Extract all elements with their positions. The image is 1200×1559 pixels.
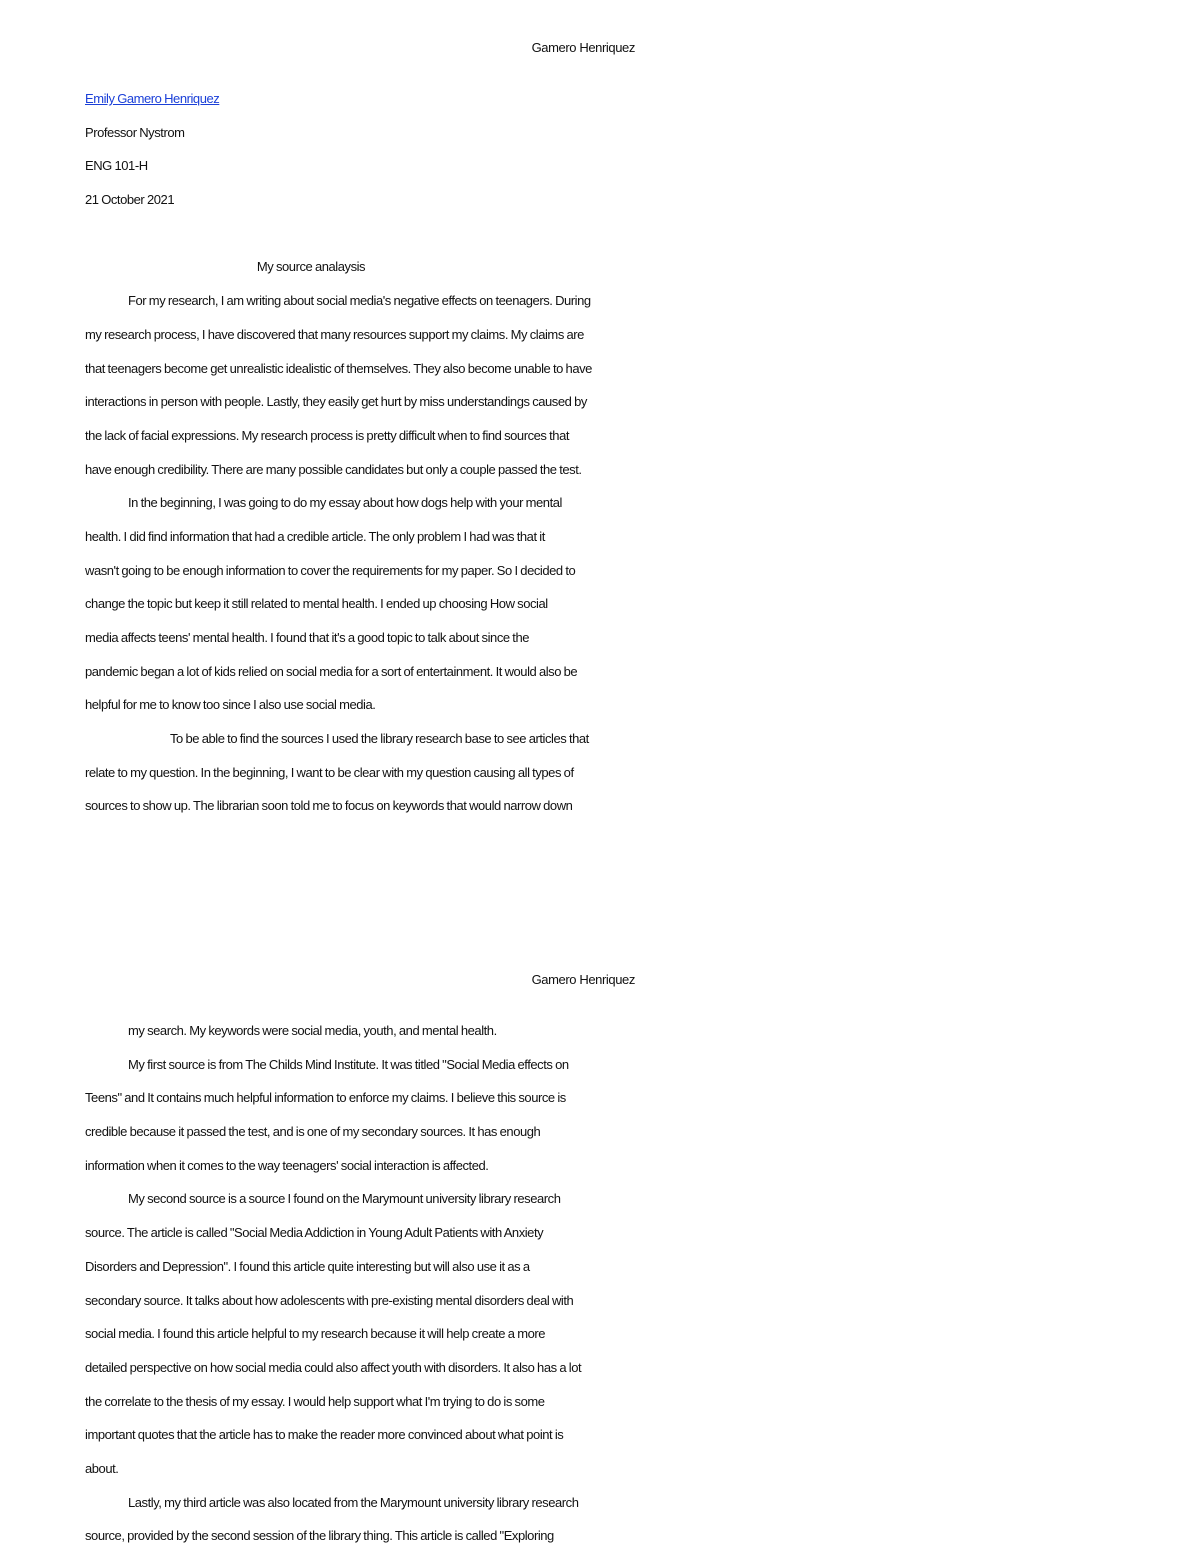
- paragraph-line: health. I did find information that had a credible article. The only problem I had was that it: [85, 528, 545, 544]
- paragraph-line: Teens" and It contains much helpful information to enforce my claims. I believe this source is: [85, 1090, 566, 1106]
- paragraph-line: social media. I found this article helpful to my research because it will help create a more: [85, 1326, 546, 1342]
- professor-line: Professor Nystrom: [85, 124, 185, 140]
- paragraph-line: have enough credibility. There are many possible candidates but only a couple passed the test.: [85, 461, 582, 477]
- paragraph-line: secondary source. It talks about how adolescents with pre-existing mental disorders deal with: [85, 1292, 574, 1308]
- page-1-body: [85, 88, 637, 829]
- running-head: Gamero Henriquez: [531, 40, 635, 55]
- paragraph-line: credible because it passed the test, and is one of my secondary sources. It has enough: [85, 1124, 541, 1140]
- paragraph-line: source. The article is called "Social Media Addiction in Young Adult Patients with Anxiety: [85, 1225, 544, 1241]
- paragraph-line: In the beginning, I was going to do my essay about how dogs help with your mental: [128, 495, 562, 511]
- blank-line: [85, 223, 637, 257]
- student-name-line: [85, 88, 637, 122]
- page-2-body: [85, 1020, 637, 1559]
- paragraph-line: My second source is a source I found on the Marymount university library research: [128, 1191, 561, 1207]
- paragraph-line: source, provided by the second session of the library thing. This article is called "Exploring: [85, 1528, 554, 1544]
- student-name-link[interactable]: Emily Gamero Henriquez: [85, 91, 220, 106]
- paragraph-line: media affects teens' mental health. I found that it's a good topic to talk about since the: [85, 630, 530, 645]
- paragraph-line: Disorders and Depression". I found this article quite interesting but will also use it as a: [85, 1258, 530, 1274]
- paragraph-line: important quotes that the article has to make the reader more convinced about what point is: [85, 1427, 564, 1443]
- paragraph-line: that teenagers become get unrealistic idealistic of themselves. They also become unable to have: [85, 360, 592, 376]
- paragraph-line: detailed perspective on how social media could also affect youth with disorders. It also has a lot: [85, 1359, 582, 1375]
- date-line: 21 October 2021: [85, 192, 175, 208]
- essay-title: My source analaysis: [256, 259, 366, 275]
- paragraph-line: relate to my question. In the beginning, I want to be clear with my question causing all types of: [85, 764, 574, 780]
- paragraph-line: Lastly, my third article was also located from the Marymount university library research: [128, 1494, 579, 1510]
- paragraph-line: For my research, I am writing about social media's negative effects on teenagers. During: [128, 293, 591, 309]
- paragraph-line: about.: [85, 1460, 119, 1476]
- running-head: Gamero Henriquez: [531, 972, 635, 987]
- paragraph-line: sources to show up. The librarian soon told me to focus on keywords that would narrow down: [85, 798, 573, 814]
- paragraph-line: my research process, I have discovered that many resources support my claims. My claims are: [85, 326, 584, 342]
- paragraph-line: My first source is from The Childs Mind Institute. It was titled "Social Media effects on: [128, 1056, 569, 1072]
- paragraph-line: information when it comes to the way teenagers' social interaction is affected.: [85, 1157, 489, 1173]
- paragraph-line: pandemic began a lot of kids relied on social media for a sort of entertainment. It would also be: [85, 663, 578, 679]
- paragraph-line: wasn't going to be enough information to cover the requirements for my paper. So I decided to: [85, 562, 576, 578]
- paragraph-line: To be able to find the sources I used the library research base to see articles that: [170, 731, 589, 747]
- course-line: ENG 101-H: [85, 158, 148, 174]
- paragraph-line: interactions in person with people. Lastly, they easily get hurt by miss understandings caused by: [85, 394, 587, 410]
- paragraph-line: my search. My keywords were social media, youth, and mental health.: [128, 1023, 497, 1038]
- paragraph-line: the lack of facial expressions. My research process is pretty difficult when to find sources that: [85, 427, 570, 443]
- paragraph-line: the correlate to the thesis of my essay. I would help support what I'm trying to do is some: [85, 1393, 545, 1409]
- paragraph-line: helpful for me to know too since I also use social media.: [85, 697, 376, 713]
- document-page-2: [0, 930, 1200, 1553]
- paragraph-line: change the topic but keep it still related to mental health. I ended up choosing How social: [85, 596, 548, 612]
